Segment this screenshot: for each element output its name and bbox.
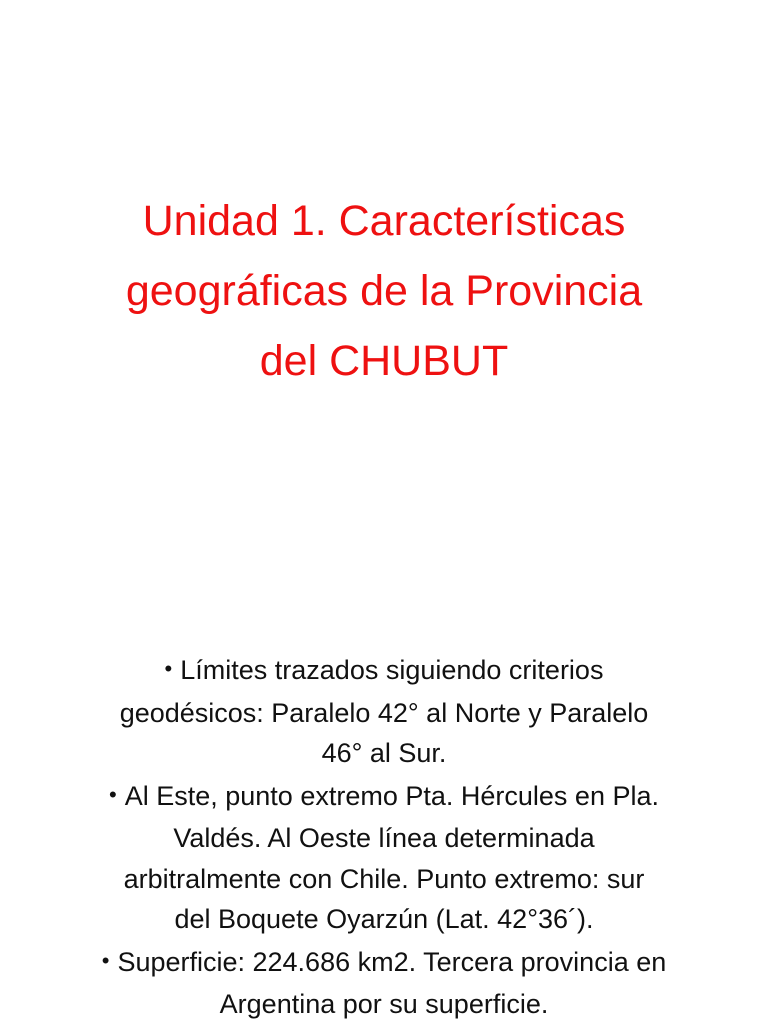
bullet-text: Superficie: 224.686 km2. Tercera provincia en [117, 946, 667, 977]
title-line: geográficas de la Provincia [125, 267, 643, 315]
bullet-line-first [20, 776, 748, 819]
slide-title [40, 186, 728, 396]
bullet-icon: • [101, 947, 110, 973]
bullet-item [20, 650, 748, 774]
bullet-list [20, 650, 748, 1024]
bullet-line-first [20, 942, 748, 985]
bullet-item [20, 776, 748, 940]
bullet-line: arbitralmente con Chile. Punto extremo: sur [123, 863, 645, 894]
bullet-line: del Boquete Oyarzún (Lat. 42°36´). [174, 904, 594, 934]
title-line: Unidad 1. Características [142, 197, 626, 245]
bullet-item [20, 942, 748, 1024]
bullet-line: geodésicos: Paralelo 42° al Norte y Paralelo [119, 697, 649, 728]
bullet-icon: • [109, 781, 117, 807]
bullet-line-first [20, 650, 748, 693]
bullet-line: 46° al Sur. [321, 738, 447, 768]
bullet-line: Argentina por su superficie. [219, 989, 549, 1019]
bullet-line: Valdés. Al Oeste línea determinada [173, 823, 595, 853]
title-line: del CHUBUT [259, 337, 509, 385]
bullet-text: Al Este, punto extremo Pta. Hércules en Pla. [124, 780, 659, 811]
bullet-text: Límites trazados siguiendo criterios [180, 655, 604, 685]
bullet-icon: • [164, 656, 173, 681]
